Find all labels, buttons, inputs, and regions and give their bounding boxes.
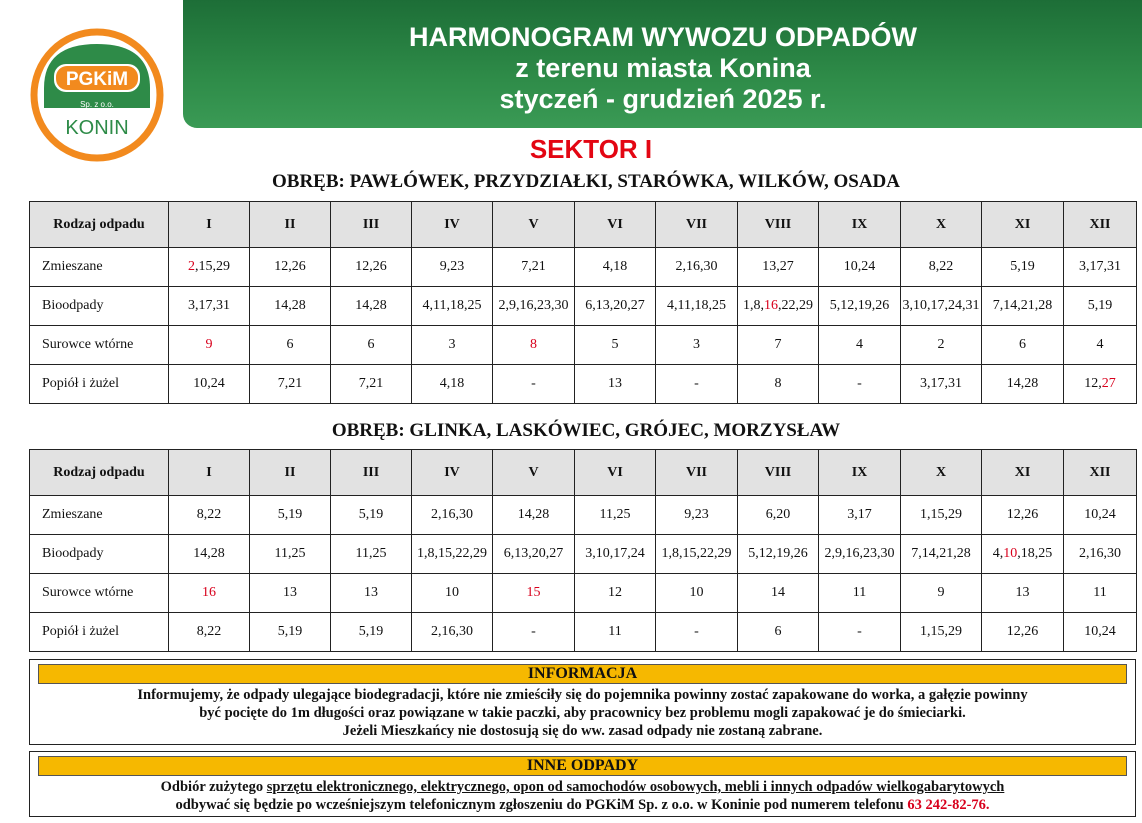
month-header: XII — [1064, 202, 1137, 248]
date-cell — [1064, 535, 1137, 574]
date-cell — [901, 613, 982, 652]
date-cell — [169, 365, 250, 404]
date-cell — [169, 535, 250, 574]
table-row — [30, 287, 1137, 326]
date-text: 9,23 — [684, 507, 709, 522]
date-text: 5,19 — [358, 507, 384, 522]
date-cell — [493, 574, 575, 613]
date-cell — [656, 574, 738, 613]
highlighted-date: 2 — [188, 259, 195, 274]
date-text: 8,22 — [196, 507, 222, 522]
date-text: 7,14,21,28 — [992, 298, 1053, 313]
table-row — [30, 365, 1137, 404]
highlighted-date: 10 — [1003, 546, 1018, 561]
date-text: 10,24 — [193, 376, 225, 391]
date-text: 3,17,31 — [920, 376, 962, 391]
date-cell — [901, 496, 982, 535]
other-line2-text: odbywać się będzie po wcześniejszym telefonicznym zgłoszeniu do PGKiM Sp. z o.o. w Koninie pod numerem telefonu — [175, 797, 908, 813]
date-text: - — [531, 624, 536, 639]
waste-type-label: Popiół i żużel — [30, 365, 169, 404]
date-cell — [412, 496, 493, 535]
month-header: XI — [982, 450, 1064, 496]
date-cell — [250, 287, 331, 326]
date-text: 2,9,16,23,30 — [498, 298, 569, 313]
table-row — [30, 613, 1137, 652]
date-cell — [738, 496, 819, 535]
month-header: VIII — [738, 202, 819, 248]
date-text: 12,26 — [1006, 507, 1039, 522]
date-text: 3,10,17,24,31 — [902, 298, 980, 313]
date-cell — [493, 287, 575, 326]
date-cell — [169, 574, 250, 613]
date-cell — [331, 535, 412, 574]
date-cell — [493, 365, 575, 404]
header-row — [30, 202, 1137, 248]
date-text: 3 — [693, 337, 700, 352]
date-text: 6 — [367, 337, 375, 352]
date-cell — [1064, 613, 1137, 652]
date-cell — [1064, 365, 1137, 404]
date-text: 14,28 — [193, 546, 225, 561]
waste-type-label: Surowce wtórne — [30, 326, 169, 365]
date-text: 5,12,19,26 — [829, 298, 890, 313]
date-text: 2,9,16,23,30 — [824, 546, 895, 561]
date-text: 13 — [608, 376, 622, 391]
logo-name: PGKiM — [65, 69, 129, 90]
date-text: - — [857, 376, 862, 391]
month-header: VII — [656, 202, 738, 248]
date-text: 1,15,29 — [920, 624, 962, 639]
date-text: 10 — [445, 585, 459, 600]
date-text: 4 — [1096, 337, 1104, 352]
date-text: 10,24 — [843, 259, 876, 274]
date-cell — [901, 287, 982, 326]
date-cell — [331, 496, 412, 535]
date-text: 13 — [283, 585, 297, 600]
date-text: 14,28 — [1006, 376, 1039, 391]
other-line2 — [36, 796, 1129, 814]
header-row — [30, 450, 1137, 496]
date-cell — [656, 535, 738, 574]
date-cell — [982, 574, 1064, 613]
date-text: 4,18 — [602, 259, 628, 274]
schedule-table-1 — [29, 201, 1137, 404]
other-line1 — [36, 778, 1129, 796]
date-text: ,22,29 — [778, 298, 813, 313]
date-text: 6 — [286, 337, 294, 352]
date-cell — [575, 574, 656, 613]
highlighted-date: 15 — [526, 585, 541, 600]
date-cell — [575, 613, 656, 652]
highlighted-date: 27 — [1101, 376, 1116, 391]
other-text — [30, 776, 1135, 814]
info-text — [30, 684, 1135, 740]
date-cell — [331, 326, 412, 365]
date-cell — [819, 326, 901, 365]
date-text: 7 — [774, 337, 782, 352]
date-cell — [656, 248, 738, 287]
date-text: 2 — [937, 337, 945, 352]
obreb-title-1: OBRĘB: PAWŁÓWEK, PRZYDZIAŁKI, STARÓWKA, WILKÓW, OSADA — [272, 171, 900, 192]
date-text: 9 — [937, 585, 945, 600]
date-cell — [412, 535, 493, 574]
date-cell — [493, 613, 575, 652]
date-text: 12, — [1084, 376, 1102, 391]
date-cell — [901, 248, 982, 287]
info-box — [29, 659, 1136, 745]
date-cell — [1064, 326, 1137, 365]
date-cell — [656, 496, 738, 535]
date-cell — [738, 535, 819, 574]
date-cell — [575, 248, 656, 287]
date-text: 12,26 — [1006, 624, 1039, 639]
date-text: 5,19 — [1010, 259, 1035, 274]
date-text: - — [694, 376, 699, 391]
highlighted-date: 8 — [530, 337, 537, 352]
month-header: IV — [412, 202, 493, 248]
info-line3: Jeżeli Mieszkańcy nie dostosują się do ww. zasad odpady nie zostaną zabrane. — [342, 723, 823, 739]
header-line3: styczeń - grudzień 2025 r. — [499, 84, 827, 114]
date-cell — [738, 613, 819, 652]
month-header: X — [901, 450, 982, 496]
header-line1: HARMONOGRAM WYWOZU ODPADÓW — [409, 22, 917, 52]
date-cell — [819, 535, 901, 574]
date-text: 6 — [1019, 337, 1026, 352]
date-text: 8 — [774, 376, 782, 391]
date-cell — [169, 248, 250, 287]
date-cell — [575, 365, 656, 404]
date-text: 2,16,30 — [675, 259, 718, 274]
date-text: 6,13,20,27 — [503, 546, 564, 561]
date-text: 13 — [364, 585, 378, 600]
date-text: 6,13,20,27 — [585, 298, 645, 313]
date-cell — [169, 287, 250, 326]
month-header: I — [169, 202, 250, 248]
table-row — [30, 574, 1137, 613]
date-text: ,15,29 — [195, 259, 230, 274]
date-cell — [169, 496, 250, 535]
date-cell — [1064, 496, 1137, 535]
date-text: 5,19 — [358, 624, 384, 639]
month-header: VII — [656, 450, 738, 496]
date-cell — [412, 287, 493, 326]
obreb-title-2: OBRĘB: GLINKA, LASKÓWIEC, GRÓJEC, MORZYSŁAW — [331, 420, 841, 441]
date-text: 4 — [856, 337, 863, 352]
date-text: 7,14,21,28 — [911, 546, 971, 561]
date-text: 5 — [611, 337, 619, 352]
month-header: XII — [1064, 450, 1137, 496]
date-text: - — [694, 624, 699, 639]
other-title: INNE ODPADY — [38, 756, 1127, 776]
date-cell — [901, 365, 982, 404]
date-cell — [250, 535, 331, 574]
date-text: 11,25 — [599, 507, 631, 522]
date-text: 5,19 — [1087, 298, 1113, 313]
date-text: 10,24 — [1084, 507, 1116, 522]
date-cell — [819, 613, 901, 652]
date-text: 1,8, — [743, 298, 764, 313]
header-title — [184, 22, 1142, 115]
date-text: 4,11,18,25 — [667, 298, 726, 313]
date-text: 8,22 — [196, 624, 222, 639]
month-header: II — [250, 202, 331, 248]
waste-type-label: Zmieszane — [30, 496, 169, 535]
date-cell — [982, 248, 1064, 287]
date-cell — [250, 496, 331, 535]
date-text: 11,25 — [274, 546, 306, 561]
col-header-waste-type: Rodzaj odpadu — [30, 202, 169, 248]
date-text: 11,25 — [355, 546, 387, 561]
sector-title: SEKTOR I — [529, 134, 653, 164]
month-header: V — [493, 202, 575, 248]
month-header: I — [169, 450, 250, 496]
date-text: 12,26 — [274, 259, 306, 274]
date-cell — [982, 613, 1064, 652]
date-text: 13,27 — [762, 259, 794, 274]
month-header: VIII — [738, 450, 819, 496]
date-cell — [412, 613, 493, 652]
date-cell — [901, 535, 982, 574]
date-cell — [412, 365, 493, 404]
date-cell — [412, 326, 493, 365]
date-text: 3,17,31 — [188, 298, 230, 313]
month-header: VI — [575, 450, 656, 496]
date-cell — [250, 613, 331, 652]
date-text: 13 — [1015, 585, 1030, 600]
date-cell — [331, 287, 412, 326]
date-text: 1,8,15,22,29 — [417, 546, 487, 561]
waste-type-label: Bioodpady — [30, 535, 169, 574]
date-cell — [982, 287, 1064, 326]
date-cell — [738, 574, 819, 613]
date-text: 14,28 — [517, 507, 550, 522]
info-title: INFORMACJA — [38, 664, 1127, 684]
date-text: 8,22 — [928, 259, 954, 274]
date-cell — [250, 248, 331, 287]
date-cell — [331, 613, 412, 652]
month-header: XI — [982, 202, 1064, 248]
date-cell — [819, 287, 901, 326]
date-text: 9,23 — [439, 259, 465, 274]
date-cell — [982, 326, 1064, 365]
month-header: III — [331, 450, 412, 496]
date-text: 3,10,17,24 — [585, 546, 645, 561]
date-text: 1,8,15,22,29 — [661, 546, 732, 561]
date-text: 11 — [1093, 585, 1107, 600]
date-cell — [982, 365, 1064, 404]
col-header-waste-type: Rodzaj odpadu — [30, 450, 169, 496]
table-row — [30, 326, 1137, 365]
other-line1-underlined: sprzętu elektronicznego, elektrycznego, opon od samochodów osobowych, mebli i innych odpadów wielkogabarytowych — [266, 779, 1005, 795]
date-cell — [738, 365, 819, 404]
date-cell — [982, 496, 1064, 535]
date-cell — [250, 574, 331, 613]
date-text: 11 — [608, 624, 622, 639]
date-cell — [738, 287, 819, 326]
date-text: 14,28 — [274, 298, 306, 313]
date-text: 7,21 — [358, 376, 384, 391]
highlighted-date: 16 — [764, 298, 778, 313]
info-line1: Informujemy, że odpady ulegające biodegradacji, które nie zmieściły się do pojemnika powinny zostać zapakowane do worka, a gałęzie powinny — [137, 687, 1028, 703]
date-cell — [656, 613, 738, 652]
other-waste-box — [29, 751, 1136, 817]
date-cell — [819, 365, 901, 404]
date-cell — [331, 248, 412, 287]
date-cell — [656, 365, 738, 404]
date-cell — [656, 287, 738, 326]
logo-sub: Sp. z o.o. — [80, 100, 114, 109]
date-text: 7,21 — [277, 376, 303, 391]
date-text: 3 — [448, 337, 456, 352]
highlighted-date: 16 — [202, 585, 216, 600]
date-cell — [250, 365, 331, 404]
date-cell — [331, 365, 412, 404]
table-row — [30, 496, 1137, 535]
month-header: III — [331, 202, 412, 248]
highlighted-date: 9 — [205, 337, 213, 352]
date-text: 10 — [689, 585, 704, 600]
waste-type-label: Zmieszane — [30, 248, 169, 287]
month-header: IX — [819, 202, 901, 248]
date-cell — [738, 248, 819, 287]
date-text: 4,18 — [439, 376, 465, 391]
date-cell — [493, 248, 575, 287]
date-text: 14 — [771, 585, 785, 600]
date-text: 5,19 — [277, 507, 303, 522]
date-cell — [819, 496, 901, 535]
month-header: VI — [575, 202, 656, 248]
date-text: 3,17 — [847, 507, 872, 522]
phone-number: 63 242-82-76. — [907, 797, 990, 813]
date-cell — [1064, 287, 1137, 326]
schedule-table-2 — [29, 449, 1137, 652]
date-cell — [169, 613, 250, 652]
date-cell — [819, 248, 901, 287]
date-text: 12,26 — [355, 259, 387, 274]
month-header: IV — [412, 450, 493, 496]
month-header: X — [901, 202, 982, 248]
date-cell — [575, 535, 656, 574]
other-line1-start: Odbiór zużytego — [160, 779, 267, 795]
month-header: II — [250, 450, 331, 496]
date-text: 4, — [992, 546, 1004, 561]
date-text: 1,15,29 — [920, 507, 962, 522]
table-row — [30, 248, 1137, 287]
date-text: 2,16,30 — [431, 507, 473, 522]
date-cell — [575, 326, 656, 365]
date-text: 12 — [608, 585, 622, 600]
date-text: 7,21 — [521, 259, 546, 274]
date-text: 14,28 — [355, 298, 387, 313]
date-cell — [493, 496, 575, 535]
date-cell — [412, 574, 493, 613]
date-text: 6,20 — [765, 507, 791, 522]
date-cell — [901, 326, 982, 365]
date-cell — [169, 326, 250, 365]
date-cell — [901, 574, 982, 613]
date-text: 2,16,30 — [1079, 546, 1121, 561]
date-cell — [656, 326, 738, 365]
date-cell — [575, 287, 656, 326]
date-text: - — [857, 624, 862, 639]
date-text: 6 — [774, 624, 782, 639]
waste-type-label: Surowce wtórne — [30, 574, 169, 613]
logo-city: KONIN — [65, 117, 129, 139]
waste-type-label: Popiół i żużel — [30, 613, 169, 652]
month-header: V — [493, 450, 575, 496]
date-cell — [250, 326, 331, 365]
date-cell — [982, 535, 1064, 574]
table-row — [30, 535, 1137, 574]
date-cell — [331, 574, 412, 613]
date-cell — [575, 496, 656, 535]
date-cell — [493, 326, 575, 365]
waste-type-label: Bioodpady — [30, 287, 169, 326]
info-line2: być pocięte do 1m długości oraz powiązane w takie paczki, aby pracownicy bez problemu mogli zapakować je do śmieciarki. — [199, 705, 966, 721]
month-header: IX — [819, 450, 901, 496]
date-text: 2,16,30 — [431, 624, 473, 639]
date-cell — [738, 326, 819, 365]
date-text: - — [531, 376, 536, 391]
date-cell — [493, 535, 575, 574]
date-text: 3,17,31 — [1079, 259, 1121, 274]
date-text: 11 — [852, 585, 867, 600]
date-cell — [1064, 248, 1137, 287]
date-cell — [1064, 574, 1137, 613]
date-text: 10,24 — [1084, 624, 1116, 639]
date-cell — [412, 248, 493, 287]
header-line2: z terenu miasta Konina — [515, 53, 811, 83]
date-text: 5,12,19,26 — [748, 546, 808, 561]
date-text: 5,19 — [277, 624, 303, 639]
date-cell — [819, 574, 901, 613]
date-text: ,18,25 — [1017, 546, 1053, 561]
date-text: 4,11,18,25 — [422, 298, 482, 313]
